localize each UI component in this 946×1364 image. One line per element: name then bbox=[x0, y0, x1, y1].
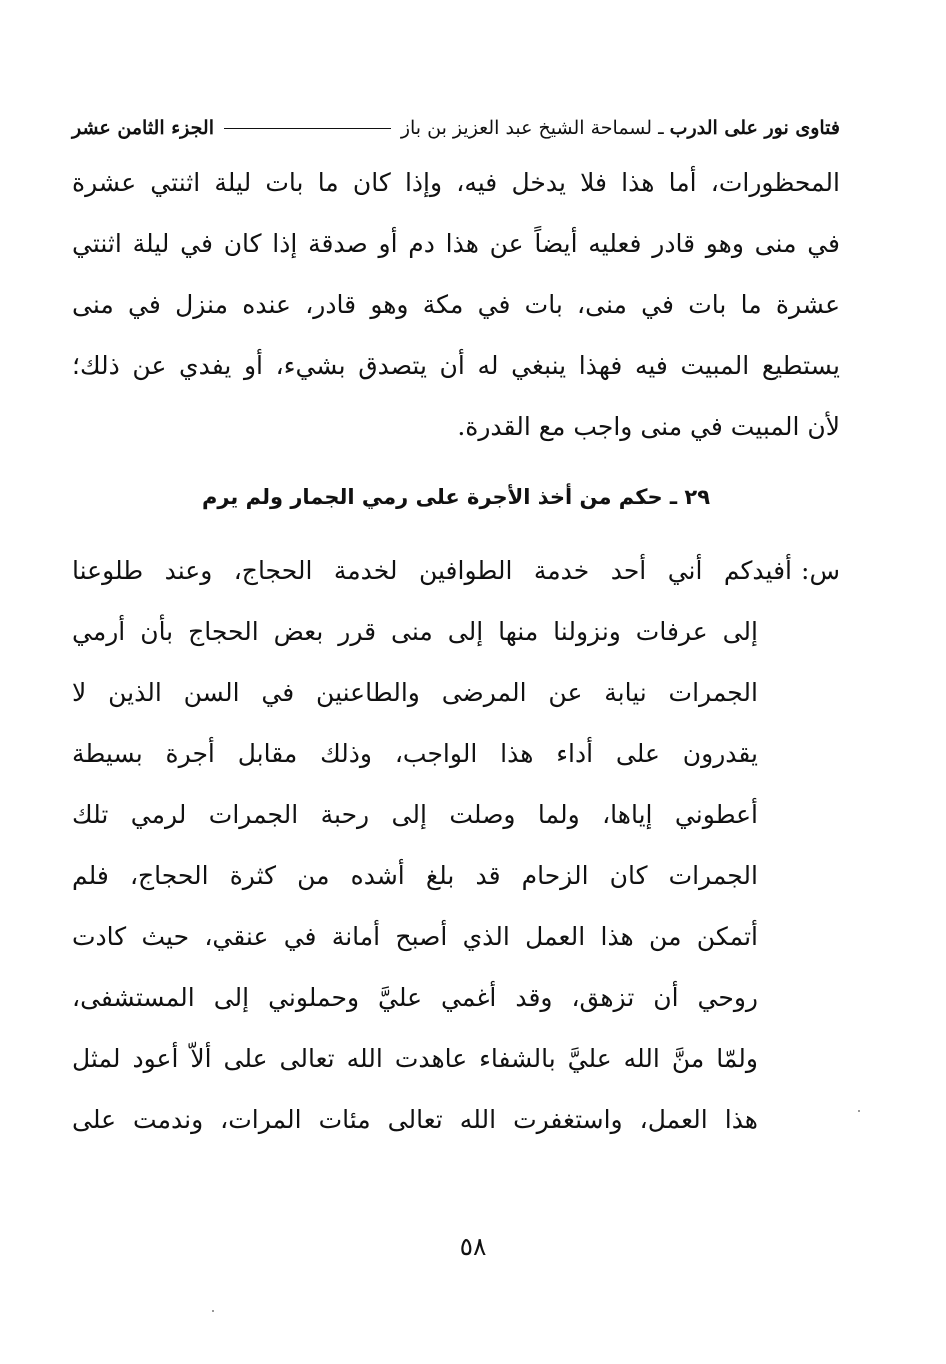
text-line: أتمكن من هذا العمل الذي أصبح أمانة في عنقي، حيث كادت bbox=[72, 922, 758, 951]
text-line: أفيدكم أني أحد خدمة الطوافين لخدمة الحجاج، وعند طلوعنا bbox=[72, 556, 792, 585]
text-line: أعطوني إياها، ولما وصلت إلى رحبة الجمرات لرمي تلك bbox=[72, 800, 758, 829]
page-number: ٥٨ bbox=[459, 1232, 487, 1261]
section-heading: ٢٩ ـ حكم من أخذ الأجرة على رمي الجمار ولم يرم bbox=[201, 485, 711, 509]
text-line: في منى وهو قادر فعليه أيضاً عن هذا دم أو صدقة إذا كان في ليلة اثنتي bbox=[72, 229, 840, 258]
text-line: يستطيع المبيت فيه فهذا ينبغي له أن يتصدق بشيء، أو يفدي عن ذلك؛ bbox=[72, 351, 840, 380]
scan-speck bbox=[212, 1310, 214, 1312]
text-line: الجمرات نيابة عن المرضى والطاعنين في السن الذين لا bbox=[72, 678, 758, 707]
running-header bbox=[72, 110, 840, 146]
header-book-title: فتاوى نور على الدرب bbox=[669, 117, 840, 139]
text-line: يقدرون على أداء هذا الواجب، وذلك مقابل أجرة بسيطة bbox=[72, 739, 758, 768]
scan-speck bbox=[858, 1110, 860, 1112]
question-block bbox=[72, 540, 840, 1150]
question-first-row bbox=[72, 540, 840, 601]
text-line: عشرة ما بات في منى، بات في مكة وهو قادر، عنده منزل في منى bbox=[72, 290, 840, 319]
header-rule bbox=[224, 128, 391, 129]
text-line: لأن المبيت في منى واجب مع القدرة. bbox=[457, 412, 840, 441]
text-line: هذا العمل، واستغفرت الله تعالى مئات المرات، وندمت على bbox=[72, 1105, 758, 1134]
header-author: ـ لسماحة الشيخ عبد العزيز بن باز bbox=[400, 117, 664, 139]
question-prefix: س: bbox=[801, 556, 840, 585]
text-line: ولمّا منَّ الله عليَّ بالشفاء عاهدت الله تعالى على ألاّ أعود لمثل bbox=[72, 1044, 758, 1073]
text-line: الجمرات كان الزحام قد بلغ أشده من كثرة الحجاج، فلم bbox=[72, 861, 758, 890]
text-line: روحي أن تزهق، وقد أغمي عليَّ وحملوني إلى المستشفى، bbox=[72, 983, 758, 1012]
text-line: المحظورات، أما هذا فلا يدخل فيه، وإذا كان ما بات ليلة اثنتي عشرة bbox=[72, 168, 840, 197]
intro-paragraph bbox=[72, 152, 840, 457]
question-body bbox=[72, 601, 758, 1150]
text-line: إلى عرفات ونزولنا منها إلى منى قرر بعض الحجاج بأن أرمي bbox=[72, 617, 758, 646]
header-volume: الجزء الثامن عشر bbox=[72, 117, 214, 139]
